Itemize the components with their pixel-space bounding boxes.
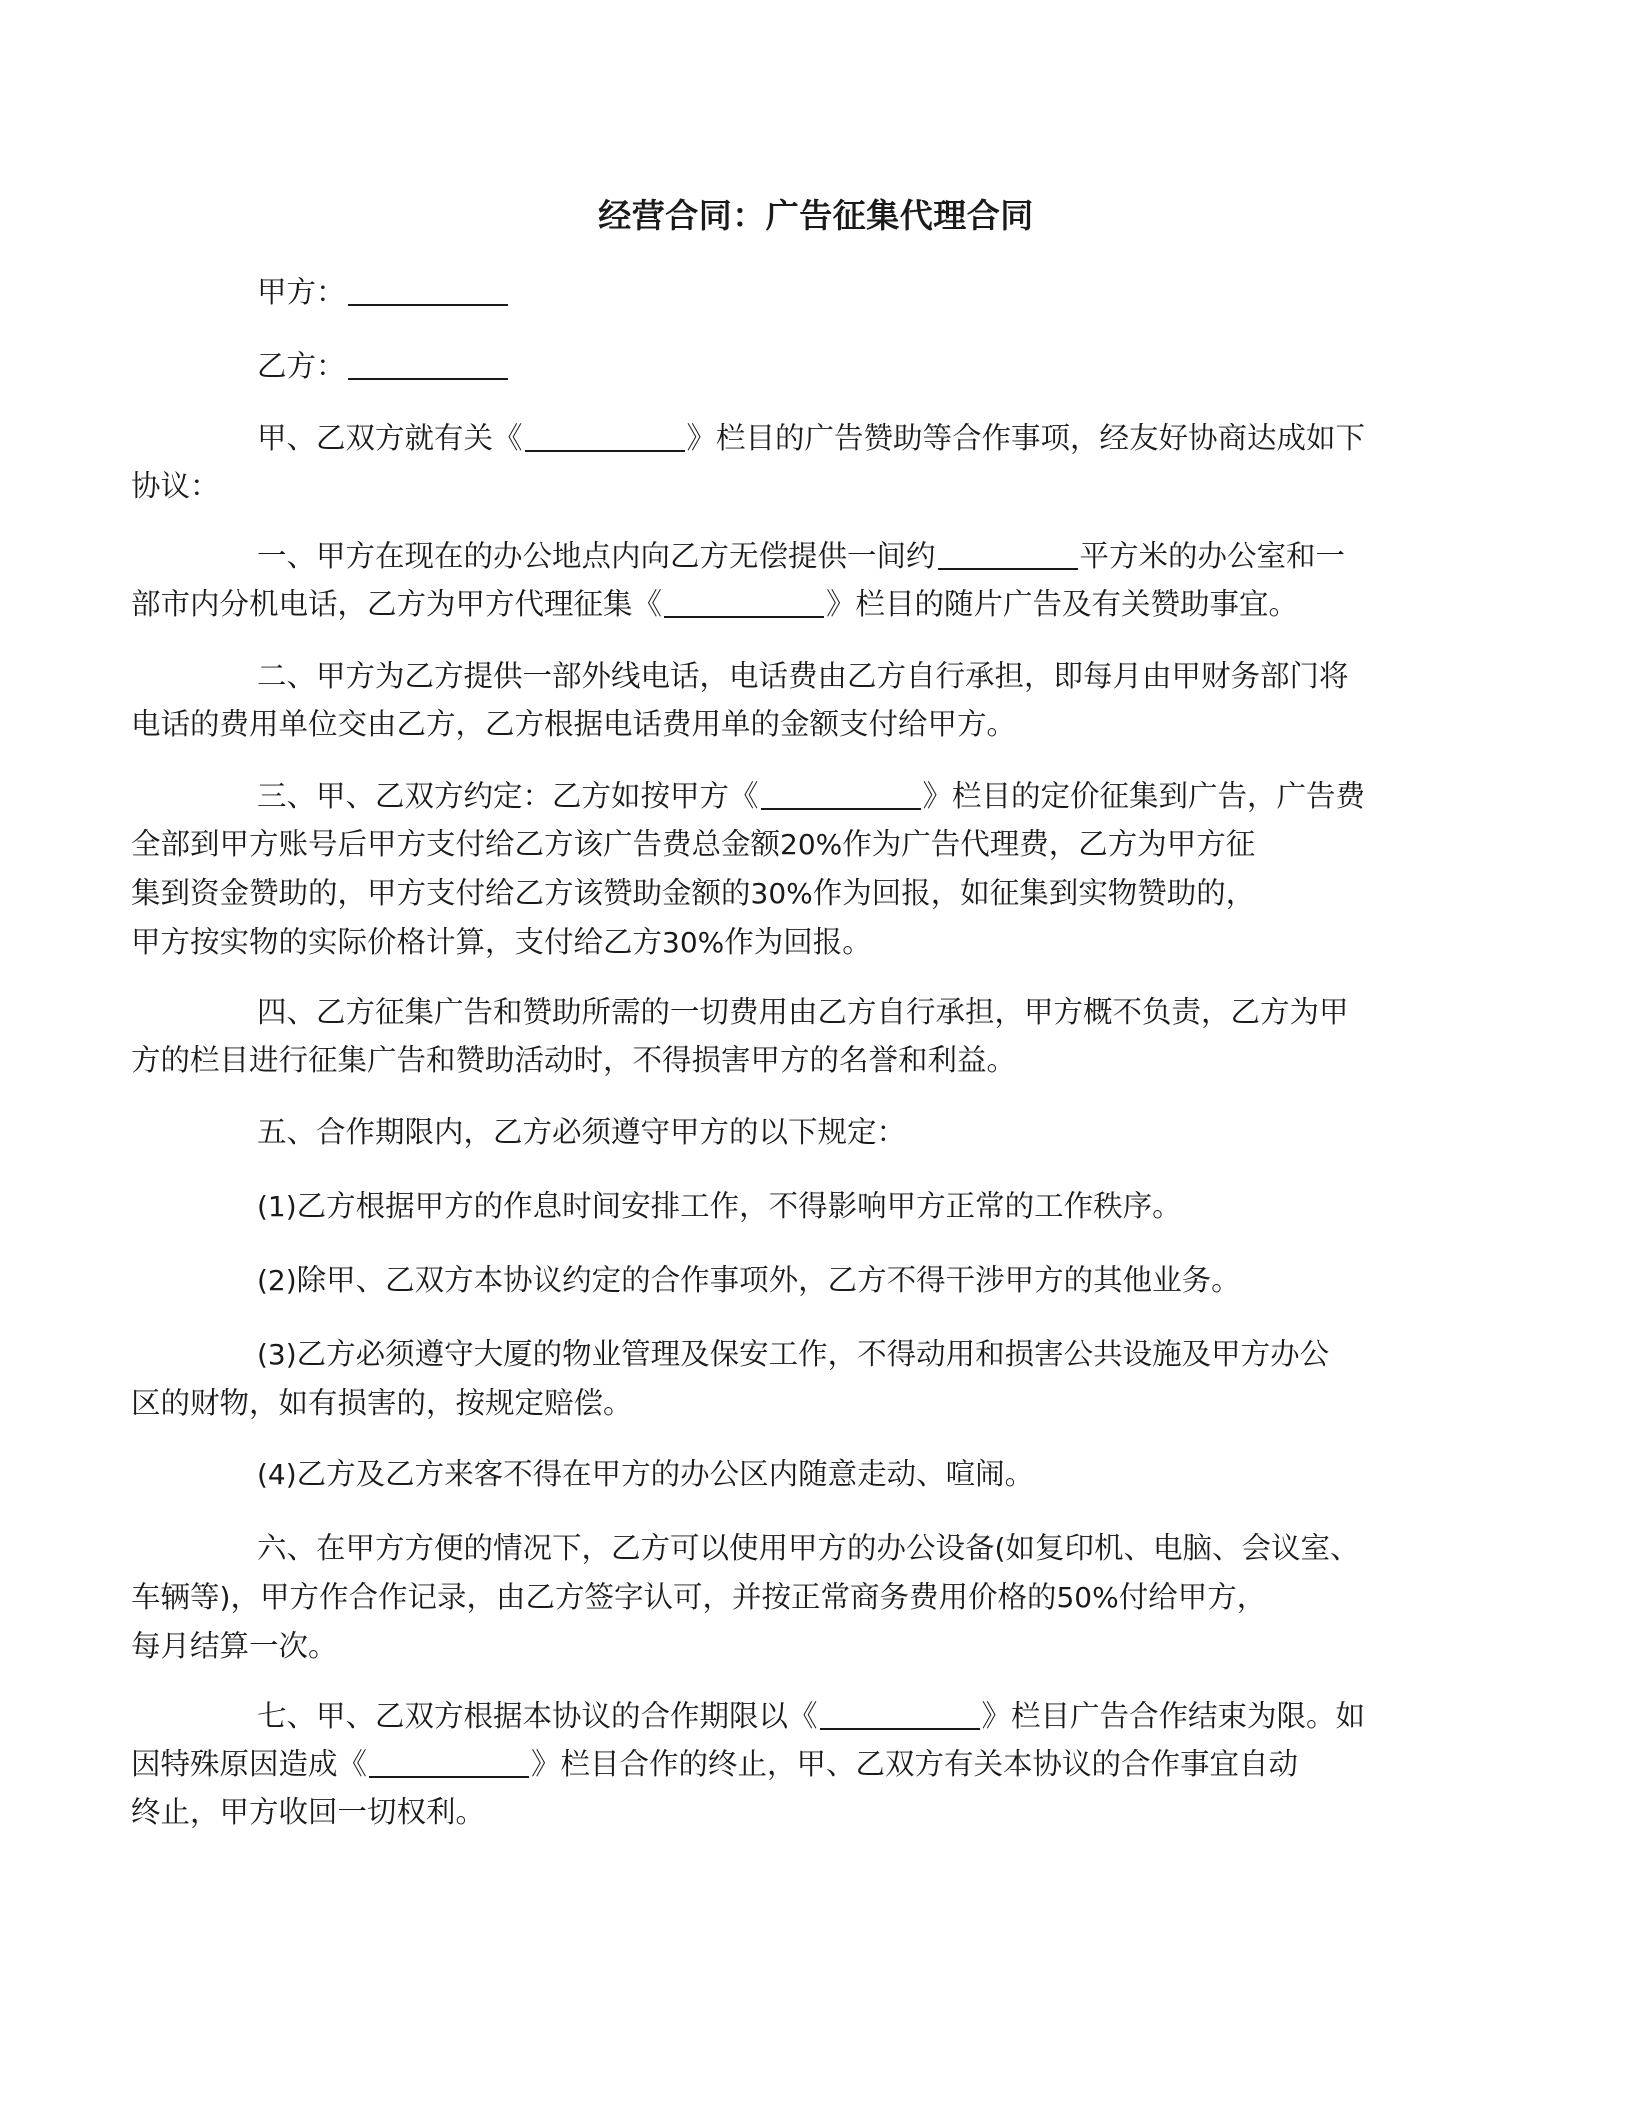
clause-5 — [194, 1108, 1444, 1156]
clause-text: 甲方按实物的实际价格计算，支付给乙方 — [131, 925, 663, 959]
clause-text: 每月结算一次。 — [131, 1629, 338, 1663]
item-number: (3) — [257, 1338, 297, 1371]
clause-text: 乙方必须遵守大厦的物业管理及保安工作，不得动用和损害公共设施及甲方办公 — [296, 1337, 1330, 1371]
paren: ( — [994, 1532, 1006, 1565]
clause-text: 如复印机、电脑、会议室、 — [1005, 1531, 1360, 1565]
intro-text: 》栏目的广告赞助等合作事项，经友好协商达成如下 — [686, 421, 1366, 455]
clause-text: 电话的费用单位交由乙方，乙方根据电话费用单的金额支付给甲方。 — [131, 707, 1017, 741]
intro-text: 甲、乙双方就有关《 — [257, 421, 523, 455]
party-a-label: 甲方： — [257, 275, 346, 309]
clause-text: 平方米的办公室和一 — [1079, 539, 1346, 573]
document-title: 经营合同：广告征集代理合同 — [598, 196, 1034, 235]
party-a-line — [194, 268, 1444, 316]
clause-2 — [131, 652, 1444, 748]
clause-text: 集到资金赞助的，甲方支付给乙方该赞助金额的 — [131, 876, 751, 910]
clause-4 — [131, 988, 1444, 1084]
area-blank[interactable] — [938, 537, 1078, 570]
percent-value: 30% — [750, 877, 813, 910]
clause-text: 付给甲方， — [1118, 1580, 1267, 1614]
clause-text: 六、在甲方方便的情况下，乙方可以使用甲方的办公设备 — [257, 1531, 995, 1565]
clause-text: 全部到甲方账号后甲方支付给乙方该广告费总金额 — [131, 827, 781, 861]
clause-text: 乙方及乙方来客不得在甲方的办公区内随意走动、喧闹。 — [296, 1457, 1035, 1491]
clause-text: 作为回报，如征集到实物赞助的， — [812, 876, 1256, 910]
clause-5-item-4 — [194, 1450, 1444, 1499]
column-name-blank[interactable] — [525, 419, 685, 452]
party-b-blank[interactable] — [348, 347, 508, 380]
column-name-blank[interactable] — [820, 1697, 980, 1730]
column-name-blank[interactable] — [369, 1745, 529, 1778]
clause-text: ，甲方作合作记录，由乙方签字认可，并按正常商务费用价格的 — [230, 1580, 1057, 1614]
percent-value: 50% — [1056, 1581, 1119, 1614]
clause-text: 方的栏目进行征集广告和赞助活动时，不得损害甲方的名誉和利益。 — [131, 1043, 1017, 1077]
clause-text: 除甲、乙双方本协议约定的合作事项外，乙方不得干涉甲方的其他业务。 — [296, 1263, 1241, 1297]
clause-text: 一、甲方在现在的办公地点内向乙方无偿提供一间约 — [257, 539, 936, 573]
percent-value: 30% — [662, 926, 725, 959]
paren: ) — [219, 1581, 231, 1614]
party-a-blank[interactable] — [348, 273, 508, 306]
party-b-label: 乙方： — [257, 349, 346, 383]
clause-5-item-1 — [194, 1182, 1444, 1231]
clause-6 — [131, 1524, 1444, 1670]
clause-text: 二、甲方为乙方提供一部外线电话，电话费由乙方自行承担，即每月由甲财务部门将 — [257, 659, 1349, 693]
percent-value: 20% — [780, 828, 843, 861]
clause-text: 因特殊原因造成《 — [131, 1747, 368, 1781]
clause-text: 七、甲、乙双方根据本协议的合作期限以《 — [257, 1699, 818, 1733]
clause-text: 车辆等 — [131, 1580, 220, 1614]
clause-text: 》栏目的随片广告及有关赞助事宜。 — [826, 587, 1299, 621]
clause-text: 五、合作期限内，乙方必须遵守甲方的以下规定： — [257, 1115, 907, 1149]
clause-text: 作为回报。 — [724, 925, 872, 959]
clause-5-item-3 — [131, 1330, 1444, 1427]
clause-text: 区的财物，如有损害的，按规定赔偿。 — [131, 1386, 633, 1420]
intro-text: 协议： — [131, 469, 220, 503]
column-name-blank[interactable] — [664, 585, 824, 618]
clause-5-item-2 — [194, 1256, 1444, 1305]
column-name-blank[interactable] — [761, 777, 921, 810]
clause-text: 》栏目广告合作结束为限。如 — [981, 1699, 1366, 1733]
clause-text: 部市内分机电话，乙方为甲方代理征集《 — [131, 587, 663, 621]
clause-1 — [131, 532, 1444, 628]
clause-text: 四、乙方征集广告和赞助所需的一切费用由乙方自行承担，甲方概不负责，乙方为甲 — [257, 995, 1349, 1029]
item-number: (2) — [257, 1264, 297, 1297]
clause-text: 三、甲、乙双方约定：乙方如按甲方《 — [257, 779, 759, 813]
clause-text: 》栏目合作的终止，甲、乙双方有关本协议的合作事宜自动 — [531, 1747, 1299, 1781]
party-b-line — [194, 342, 1444, 390]
item-number: (1) — [257, 1190, 297, 1223]
clause-text: 终止，甲方收回一切权利。 — [131, 1795, 486, 1829]
intro-paragraph — [131, 414, 1444, 510]
clause-text: 》栏目的定价征集到广告，广告费 — [922, 779, 1366, 813]
clause-text: 作为广告代理费，乙方为甲方征 — [842, 827, 1256, 861]
item-number: (4) — [257, 1458, 297, 1491]
clause-3 — [131, 772, 1444, 967]
clause-text: 乙方根据甲方的作息时间安排工作，不得影响甲方正常的工作秩序。 — [296, 1189, 1182, 1223]
clause-7 — [131, 1692, 1444, 1836]
